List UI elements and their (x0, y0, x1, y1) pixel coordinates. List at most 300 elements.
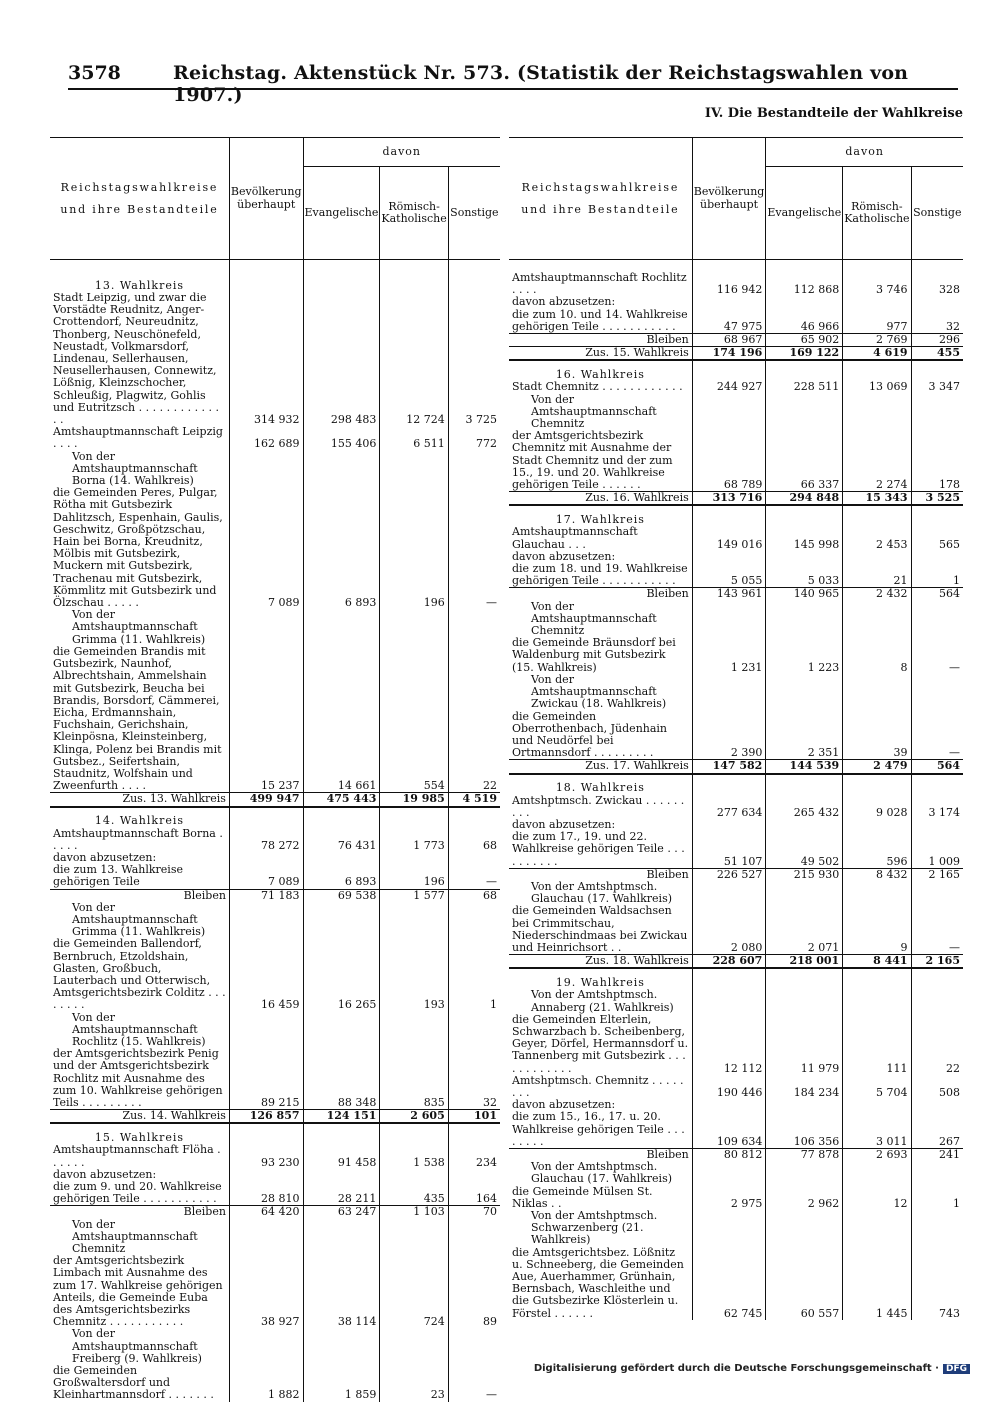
cell-catholic (380, 852, 448, 864)
row-label: davon abzusetzen: (512, 817, 616, 831)
row-label: Bleiben (50, 889, 229, 902)
cell-catholic (380, 1328, 448, 1365)
cell-protestant (303, 1328, 380, 1365)
cell-other (448, 1012, 500, 1049)
cell-population: 314 932 (229, 292, 303, 426)
left-table-body (50, 260, 500, 1402)
cell-protestant: 65 902 (766, 334, 843, 347)
table-row (509, 381, 963, 393)
cell-protestant: 46 966 (766, 309, 843, 334)
remainder-row (509, 334, 963, 347)
cell-population (229, 1328, 303, 1365)
cell-population: 499 947 (229, 793, 303, 807)
table-row (50, 260, 500, 273)
row-label: Von der Amtshauptmannschaft Chemnitz (72, 1217, 198, 1256)
cell-other: 743 (911, 1247, 963, 1320)
cell-catholic: 977 (843, 309, 911, 334)
cell-population: 80 812 (692, 1149, 766, 1162)
header-catholic: Römisch-Katholische (843, 167, 911, 260)
remainder-row (50, 889, 500, 902)
cell-protestant (303, 1219, 380, 1256)
table-row (509, 831, 963, 868)
cell-population: 38 927 (229, 1255, 303, 1328)
cell-other (448, 902, 500, 939)
cell-other: 32 (448, 1048, 500, 1110)
cell-catholic: 4 619 (843, 347, 911, 361)
cell-catholic (843, 394, 911, 431)
total-row (509, 347, 963, 361)
cell-other (911, 819, 963, 831)
row-label: davon abzusetzen: (512, 1098, 616, 1112)
cell-population: 228 607 (692, 955, 766, 969)
row-label: davon abzusetzen: (512, 295, 616, 309)
cell-catholic (380, 807, 448, 828)
cell-population: 2 080 (692, 905, 766, 954)
cell-catholic: 23 (380, 1365, 448, 1402)
table-row (509, 1111, 963, 1148)
cell-catholic (843, 551, 911, 563)
cell-catholic: 8 (843, 637, 911, 674)
cell-protestant (303, 272, 380, 292)
cell-population (229, 1012, 303, 1049)
row-label: 16. Wahlkreis (555, 368, 645, 382)
cell-protestant (766, 296, 843, 308)
table-row (509, 905, 963, 954)
cell-population (692, 260, 766, 273)
cell-other: 328 (911, 272, 963, 296)
cell-catholic: 8 432 (843, 868, 911, 881)
row-label: Bleiben (509, 868, 692, 881)
cell-other (911, 989, 963, 1013)
cell-protestant (766, 774, 843, 795)
row-label: die zum 15., 16., 17. u. 20. Wahlkreise gehörigen Teile . . . . . . . . (512, 1110, 685, 1148)
cell-catholic: 2 769 (843, 334, 911, 347)
row-label: davon abzusetzen: (512, 549, 616, 563)
dfg-logo: DFG (943, 1364, 970, 1374)
header-population: Bevölkerung überhaupt (229, 138, 303, 260)
cell-catholic (843, 881, 911, 905)
row-label: 14. Wahlkreis (94, 814, 185, 828)
cell-catholic: 835 (380, 1048, 448, 1110)
cell-population: 15 237 (229, 646, 303, 793)
cell-protestant (303, 609, 380, 646)
cell-protestant: 38 114 (303, 1255, 380, 1328)
row-label: Amtshauptmannschaft Rochlitz . . . . (512, 271, 687, 297)
table-row (509, 1186, 963, 1210)
cell-protestant: 11 979 (766, 1014, 843, 1075)
cell-catholic: 15 343 (843, 492, 911, 506)
cell-other: 89 (448, 1255, 500, 1328)
cell-population: 190 446 (692, 1075, 766, 1099)
footer-text: Digitalisierung gefördert durch die Deutsche Forschungsgemeinschaft · (533, 1363, 939, 1374)
row-label: der Amtsgerichtsbezirk Chemnitz mit Ausnahme der Stadt Chemnitz und der zum 15., 19. und 20. Wahlkreise gehörigen Teile . . . . . . (512, 429, 673, 492)
cell-catholic (843, 1210, 911, 1247)
cell-other (448, 272, 500, 292)
cell-other: 241 (911, 1149, 963, 1162)
total-row (509, 955, 963, 969)
cell-protestant: 91 458 (303, 1144, 380, 1168)
cell-other (911, 394, 963, 431)
row-label: Amtshauptmannschaft Leipzig . . . . (53, 425, 223, 451)
cell-population: 116 942 (692, 272, 766, 296)
table-row (509, 272, 963, 296)
cell-population (229, 1169, 303, 1181)
cell-catholic: 6 511 (380, 426, 448, 450)
header-davon: davon (766, 138, 963, 167)
cell-population: 16 459 (229, 938, 303, 1011)
cell-catholic: 1 445 (843, 1247, 911, 1320)
table-row (50, 451, 500, 488)
cell-population: 7 089 (229, 487, 303, 609)
cell-protestant: 144 539 (766, 760, 843, 774)
row-label: Amtshptmsch. Zwickau . . . . . . . . . (512, 793, 685, 819)
cell-population (692, 674, 766, 711)
cell-protestant (766, 260, 843, 273)
row-label: 17. Wahlkreis (555, 513, 645, 527)
cell-other: 3 347 (911, 381, 963, 393)
cell-protestant: 215 930 (766, 868, 843, 881)
table-row (50, 487, 500, 609)
cell-other (448, 1169, 500, 1181)
cell-other (911, 360, 963, 381)
cell-population (692, 968, 766, 989)
cell-population: 71 183 (229, 889, 303, 902)
cell-protestant (303, 260, 380, 273)
cell-catholic: 193 (380, 938, 448, 1011)
row-label: die Gemeinden Brandis mit Gutsbezirk, Naunhof, Albrechtshain, Ammelshain mit Gutsbezirk, Beucha bei Brandis, Borsdorf, Cämmerei, Eicha, Erdmannshain, Fuchshain, Gerichshain, Kleinpösna, Kleinsteinberg, Klinga, Polenz bei Brandis mit Gutsbez., Seifertshain, Staudnitz, Wolfshain und Zweenfurth . . . . (53, 644, 222, 793)
cell-population: 68 967 (692, 334, 766, 347)
cell-other (911, 1099, 963, 1111)
cell-population (692, 601, 766, 638)
table-row (50, 1255, 500, 1328)
cell-catholic: 2 479 (843, 760, 911, 774)
cell-protestant (766, 505, 843, 526)
header-davon: davon (303, 138, 500, 167)
cell-catholic (843, 296, 911, 308)
cell-catholic (843, 989, 911, 1013)
cell-other: 101 (448, 1110, 500, 1124)
cell-protestant: 88 348 (303, 1048, 380, 1110)
cell-other: 1 (448, 938, 500, 1011)
cell-population: 313 716 (692, 492, 766, 506)
cell-protestant: 155 406 (303, 426, 380, 450)
cell-protestant (303, 1123, 380, 1144)
cell-other: — (448, 1365, 500, 1402)
cell-other (911, 881, 963, 905)
cell-other: 772 (448, 426, 500, 450)
cell-other: 68 (448, 889, 500, 902)
cell-other: 564 (911, 760, 963, 774)
cell-other: 22 (911, 1014, 963, 1075)
row-label: Stadt Leipzig, und zwar die Vorstädte Reudnitz, Anger-Crottendorf, Neureudnitz, Thonberg, Neuschönefeld, Neustadt, Volkmarsdorf, Lindenau, Sellerhausen, Neusellerhausen, Connewitz, Lößnig, Kleinzschocher, Schleußig, Plagwitz, Gohlis und Eutritzsch . . . . . . . . . . . . . . (53, 291, 220, 427)
district-title-row (50, 1123, 500, 1144)
cell-other: 2 165 (911, 868, 963, 881)
cell-other (911, 968, 963, 989)
cell-catholic: 435 (380, 1181, 448, 1206)
cell-population (692, 360, 766, 381)
district-title-row (50, 807, 500, 828)
cell-protestant (303, 1169, 380, 1181)
cell-protestant: 6 893 (303, 487, 380, 609)
left-table (50, 137, 500, 1402)
cell-catholic: 1 577 (380, 889, 448, 902)
cell-other (448, 1328, 500, 1365)
cell-protestant: 5 033 (766, 563, 843, 588)
cell-catholic (380, 1012, 448, 1049)
row-label: die Gemeinden Waldsachsen bei Crimmitschau, Niederschindmaas bei Zwickau und Heinrichsort . . (512, 904, 688, 954)
cell-protestant: 28 211 (303, 1181, 380, 1206)
cell-catholic (843, 968, 911, 989)
cell-population (692, 1210, 766, 1247)
cell-other: 22 (448, 646, 500, 793)
cell-catholic (380, 902, 448, 939)
page-number: 3578 (68, 62, 121, 84)
cell-catholic: 9 (843, 905, 911, 954)
table-row (50, 1144, 500, 1168)
cell-population (692, 881, 766, 905)
row-label: 13. Wahlkreis (94, 278, 185, 292)
row-label: Von der Amtshptmsch. Glauchau (17. Wahlkreis) (531, 1160, 673, 1186)
cell-population (229, 807, 303, 828)
table-row (50, 1181, 500, 1206)
cell-population: 78 272 (229, 828, 303, 852)
row-label: Zus. 18. Wahlkreis (509, 955, 692, 969)
total-row (50, 1110, 500, 1124)
cell-other (911, 774, 963, 795)
cell-population: 1 231 (692, 637, 766, 674)
cell-protestant: 1 223 (766, 637, 843, 674)
cell-protestant: 169 122 (766, 347, 843, 361)
cell-population (692, 296, 766, 308)
total-row (509, 492, 963, 506)
cell-other: 68 (448, 828, 500, 852)
table-row (509, 711, 963, 760)
cell-population: 147 582 (692, 760, 766, 774)
cell-protestant: 124 151 (303, 1110, 380, 1124)
cell-catholic: 9 028 (843, 795, 911, 819)
cell-catholic (843, 260, 911, 273)
cell-population (692, 394, 766, 431)
cell-other: 3 525 (911, 492, 963, 506)
header-catholic: Römisch-Katholische (380, 167, 448, 260)
cell-catholic: 2 453 (843, 526, 911, 550)
cell-protestant: 76 431 (303, 828, 380, 852)
cell-population (229, 609, 303, 646)
cell-other: 2 165 (911, 955, 963, 969)
cell-protestant: 228 511 (766, 381, 843, 393)
row-label: Von der Amtshptmsch. Schwarzenberg (21. Wahlkreis) (531, 1209, 658, 1247)
cell-catholic (843, 819, 911, 831)
cell-population (229, 272, 303, 292)
cell-population (692, 505, 766, 526)
row-label: Bleiben (509, 334, 692, 347)
total-row (509, 760, 963, 774)
cell-other (911, 260, 963, 273)
cell-protestant (766, 819, 843, 831)
row-label: Von der Amtshauptmannschaft Freiberg (9. Wahlkreis) (72, 1327, 202, 1365)
cell-other: 3 725 (448, 292, 500, 426)
cell-other: 3 174 (911, 795, 963, 819)
cell-other: 267 (911, 1111, 963, 1148)
cell-protestant: 106 356 (766, 1111, 843, 1148)
cell-protestant (766, 394, 843, 431)
table-row (509, 674, 963, 711)
row-label: der Amtsgerichtsbezirk Penig und der Amtsgerichtsbezirk Rochlitz mit Ausnahme des zum 10. Wahlkreise gehörigen Teils . . . . . . . . . (53, 1047, 223, 1109)
cell-protestant: 2 071 (766, 905, 843, 954)
row-label: Amtshauptmannschaft Borna . . . . . (53, 826, 223, 852)
cell-population (692, 819, 766, 831)
table-row (50, 864, 500, 889)
table-row (509, 1161, 963, 1185)
header-district: Reichstagswahlkreise und ihre Bestandteile (50, 138, 229, 260)
cell-protestant: 69 538 (303, 889, 380, 902)
district-title-row (509, 774, 963, 795)
cell-other (448, 807, 500, 828)
row-label: der Amtsgerichtsbezirk Limbach mit Ausnahme des zum 17. Wahlkreise gehörigen Anteils, die Gemeinde Euba des Amtsgerichtsbezirks Chemnitz . . . . . . . . . . . (53, 1254, 223, 1329)
row-label: 19. Wahlkreis (555, 976, 645, 990)
row-label: Bleiben (50, 1206, 229, 1219)
cell-protestant: 16 265 (303, 938, 380, 1011)
footer (534, 1363, 970, 1374)
row-label: Zus. 13. Wahlkreis (50, 793, 229, 807)
cell-other: 455 (911, 347, 963, 361)
table-row (509, 989, 963, 1013)
cell-population (692, 551, 766, 563)
district-title-row (509, 360, 963, 381)
cell-other: 564 (911, 588, 963, 601)
row-label: die Gemeinden Elterlein, Schwarzbach b. Scheibenberg, Geyer, Dörfel, Hermannsdorf u. Tannenberg mit Gutsbezirk . . . . . . . . . . . . (512, 1012, 689, 1075)
cell-population (692, 774, 766, 795)
cell-protestant: 475 443 (303, 793, 380, 807)
cell-protestant: 60 557 (766, 1247, 843, 1320)
cell-other: — (448, 864, 500, 889)
table-row (509, 394, 963, 431)
row-label: Bleiben (509, 588, 692, 601)
header-protestant: Evangelische (303, 167, 380, 260)
cell-population (692, 989, 766, 1013)
cell-other (911, 505, 963, 526)
cell-population: 126 857 (229, 1110, 303, 1124)
header-protestant: Evangelische (766, 167, 843, 260)
cell-protestant: 112 868 (766, 272, 843, 296)
cell-protestant: 145 998 (766, 526, 843, 550)
cell-protestant (766, 674, 843, 711)
cell-catholic (843, 1161, 911, 1185)
cell-protestant (766, 1161, 843, 1185)
cell-catholic: 724 (380, 1255, 448, 1328)
cell-population: 89 215 (229, 1048, 303, 1110)
table-row (50, 1219, 500, 1256)
row-label: Zus. 17. Wahlkreis (509, 760, 692, 774)
cell-catholic (380, 451, 448, 488)
header-other: Sonstige (911, 167, 963, 260)
cell-catholic (380, 609, 448, 646)
cell-other: 70 (448, 1206, 500, 1219)
cell-protestant (303, 451, 380, 488)
row-label: Zus. 15. Wahlkreis (509, 347, 692, 361)
cell-population: 5 055 (692, 563, 766, 588)
cell-catholic (380, 1169, 448, 1181)
table-row (509, 296, 963, 308)
cell-population: 7 089 (229, 864, 303, 889)
total-row (50, 793, 500, 807)
remainder-row (50, 1206, 500, 1219)
row-label: die Gemeinden Oberrothenbach, Jüdenhain und Neudörfel bei Ortmannsdorf . . . . . . . . . (512, 709, 668, 760)
cell-catholic: 196 (380, 487, 448, 609)
cell-catholic: 8 441 (843, 955, 911, 969)
cell-catholic: 1 538 (380, 1144, 448, 1168)
cell-protestant (303, 807, 380, 828)
cell-other (448, 1123, 500, 1144)
cell-protestant: 14 661 (303, 646, 380, 793)
table-row (509, 601, 963, 638)
row-label: 15. Wahlkreis (94, 1131, 185, 1145)
table-row (509, 309, 963, 334)
cell-population (229, 1123, 303, 1144)
cell-other (911, 601, 963, 638)
cell-catholic (380, 260, 448, 273)
row-label: die Gemeinde Mülsen St. Niklas . . (512, 1184, 653, 1210)
table-row (50, 1328, 500, 1365)
right-table (509, 137, 963, 1320)
row-label: Von der Amtshauptmannschaft Zwickau (18. Wahlkreis) (531, 672, 667, 711)
row-label: die Amtsgerichtsbez. Lößnitz u. Schneeberg, die Gemeinden Aue, Auerhammer, Grünhain, Bernsbach, Waschleithe und die Gutsbezirke Klösterlein u. Förstel . . . . . . (512, 1245, 684, 1320)
cell-protestant: 77 878 (766, 1149, 843, 1162)
cell-catholic: 12 724 (380, 292, 448, 426)
cell-other: 1 009 (911, 831, 963, 868)
cell-other (448, 852, 500, 864)
table-row (509, 1247, 963, 1320)
cell-protestant: 1 859 (303, 1365, 380, 1402)
cell-protestant: 218 001 (766, 955, 843, 969)
cell-other: 32 (911, 309, 963, 334)
cell-catholic: 39 (843, 711, 911, 760)
table-row (509, 1210, 963, 1247)
cell-protestant (766, 1099, 843, 1111)
cell-population (229, 852, 303, 864)
table-row (50, 609, 500, 646)
cell-catholic: 12 (843, 1186, 911, 1210)
district-title-row (509, 505, 963, 526)
cell-protestant (766, 968, 843, 989)
cell-catholic (380, 1123, 448, 1144)
cell-population: 1 882 (229, 1365, 303, 1402)
cell-catholic: 3 746 (843, 272, 911, 296)
table-row (50, 1012, 500, 1049)
table-row (50, 1048, 500, 1110)
cell-population: 149 016 (692, 526, 766, 550)
table-row (509, 881, 963, 905)
row-label: 18. Wahlkreis (555, 781, 645, 795)
table-row (509, 430, 963, 492)
cell-other: 178 (911, 430, 963, 492)
cell-other (448, 451, 500, 488)
table-row (509, 637, 963, 674)
row-label: Von der Amtshauptmannschaft Chemnitz (531, 392, 657, 431)
cell-other: — (911, 711, 963, 760)
cell-catholic (380, 272, 448, 292)
row-label: die zum 9. und 20. Wahlkreise gehörigen Teile . . . . . . . . . . . (53, 1180, 222, 1206)
cell-population: 51 107 (692, 831, 766, 868)
row-label: Von der Amtshptmsch. Annaberg (21. Wahlkreis) (531, 988, 674, 1014)
cell-other: 4 519 (448, 793, 500, 807)
table-row (50, 1365, 500, 1402)
row-label: die zum 18. und 19. Wahlkreise gehörigen Teile . . . . . . . . . . . (512, 562, 688, 588)
cell-protestant (766, 989, 843, 1013)
row-label: die zum 17., 19. und 22. Wahlkreise gehörigen Teile . . . . . . . . . . (512, 830, 685, 868)
table-row (509, 563, 963, 588)
row-label: Amtshptmsch. Chemnitz . . . . . . . . (512, 1073, 684, 1099)
